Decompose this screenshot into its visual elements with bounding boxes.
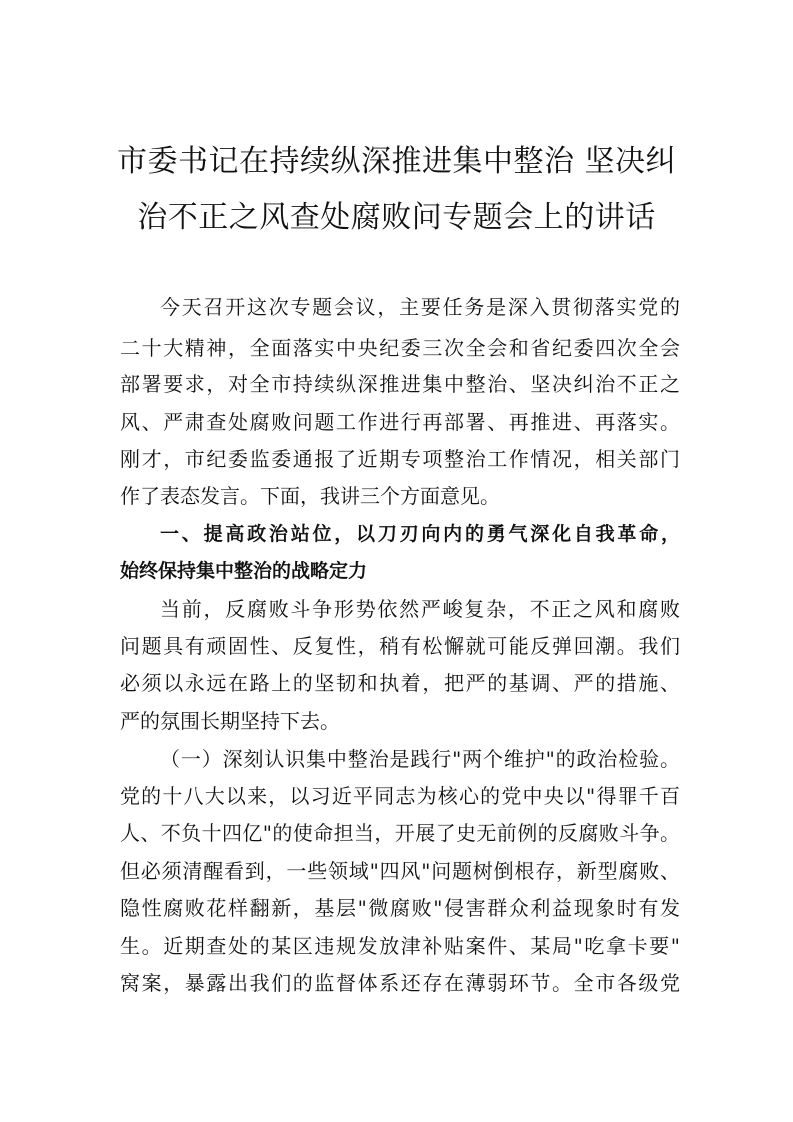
document-title-line-1: 市委书记在持续纵深推进集中整治 坚决纠: [116, 144, 677, 179]
body-line: 党的十八大以来，以习近平同志为核心的党中央以"得罪千百: [120, 784, 680, 808]
body-line: 隐性腐败花样翻新，基层"微腐败"侵害群众利益现象时有发: [120, 896, 680, 920]
body-line: 作了表态发言。下面，我讲三个方面意见。: [120, 484, 500, 508]
body-line: 风、严肃查处腐败问题工作进行再部署、再推进、再落实。: [120, 410, 680, 434]
section-heading-line: 一、提高政治站位，以刀刃向内的勇气深化自我革命，: [160, 523, 680, 545]
body-line: 严的氛围长期坚持下去。: [120, 709, 340, 733]
section-heading-line: 始终保持集中整治的战略定力: [120, 560, 368, 582]
body-line: 部署要求，对全市持续纵深推进集中整治、坚决纠治不正之: [120, 372, 680, 396]
body-line: 但必须清醒看到，一些领域"四风"问题树倒根存，新型腐败、: [120, 859, 680, 883]
body-line: 今天召开这次专题会议，主要任务是深入贯彻落实党的: [160, 295, 680, 319]
body-line: 问题具有顽固性、反复性，稍有松懈就可能反弹回潮。我们: [120, 634, 680, 658]
body-line: 人、不负十四亿"的使命担当，开展了史无前例的反腐败斗争。: [120, 821, 680, 845]
body-line: 当前，反腐败斗争形势依然严峻复杂，不正之风和腐败: [160, 597, 680, 621]
body-line: 必须以永远在路上的坚韧和执着，把严的基调、严的措施、: [120, 671, 680, 695]
subsection-line: （一）深刻认识集中整治是践行"两个维护"的政治检验。: [160, 747, 680, 771]
document-title-line-2: 治不正之风查处腐败问专题会上的讲话: [137, 200, 656, 235]
body-line: 生。近期查处的某区违规发放津补贴案件、某局"吃拿卡要": [120, 934, 680, 958]
body-line: 窝案，暴露出我们的监督体系还存在薄弱环节。全市各级党: [120, 971, 680, 995]
body-line: 刚才，市纪委监委通报了近期专项整治工作情况，相关部门: [120, 447, 680, 471]
body-line: 二十大精神，全面落实中央纪委三次全会和省纪委四次全会: [120, 336, 680, 360]
